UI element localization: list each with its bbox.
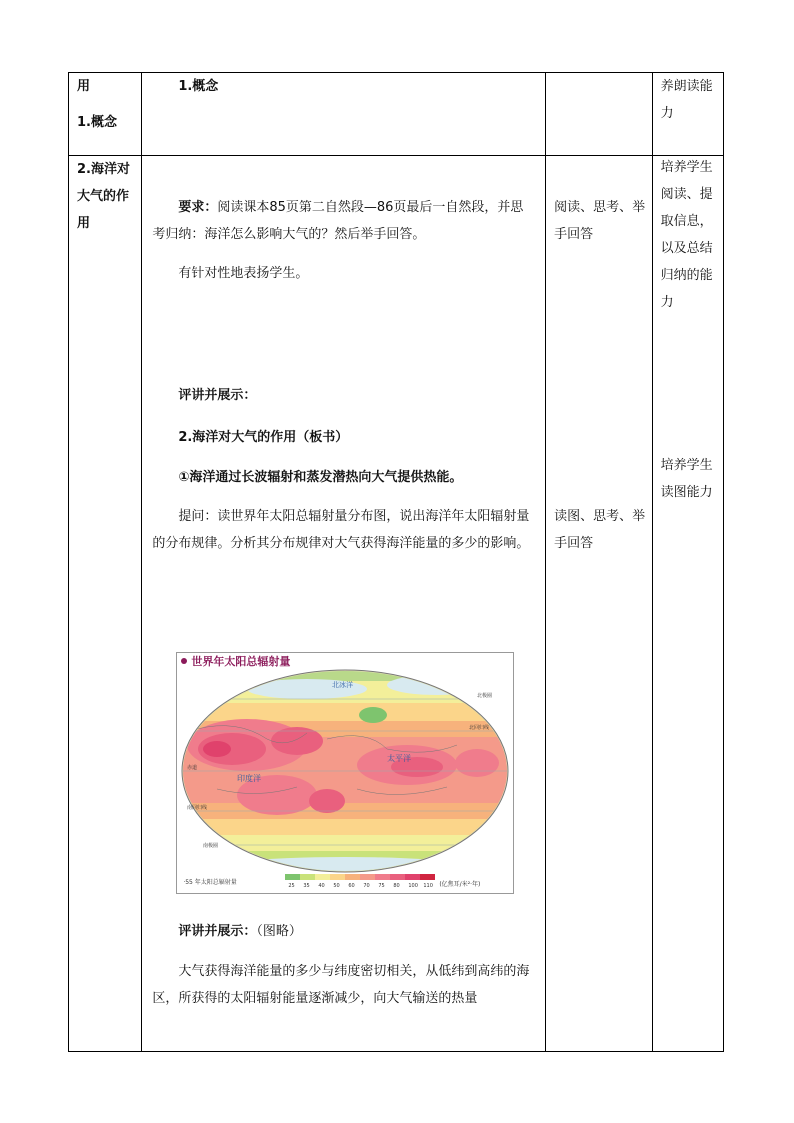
requirement-paragraph (142, 194, 544, 248)
requirement-text: 阅读课本85页第二自然段—86页最后一自然段，并思考归纳：海洋怎么影响大气的？然后举手回答。 (152, 200, 524, 242)
cell-design-intent (652, 73, 723, 156)
intent-text-2: 培养学生读图能力 (660, 458, 713, 500)
legend-swatch (360, 874, 375, 880)
map-label-arctic-circle: 北极圈 (477, 693, 493, 699)
concept-heading: 1.概念 (178, 79, 219, 94)
intent-text: 养朗读能力 (660, 79, 713, 121)
cell-stage (69, 73, 142, 156)
legend-value: 50 (333, 883, 340, 889)
legend-label: ·55 年太阳总辐射量 (183, 879, 237, 886)
legend-unit: (亿焦耳/米²·年) (439, 881, 481, 888)
table-row (69, 156, 724, 1052)
key-point: ①海洋通过长波辐射和蒸发潜热向大气提供热能。 (178, 470, 463, 485)
legend-value: 110 (423, 883, 433, 889)
cell-student-activity (546, 73, 652, 156)
map-label-arctic: 北冰洋 (332, 681, 354, 689)
legend-swatch (375, 874, 390, 880)
review-heading: 评讲并展示： (178, 388, 257, 403)
map-label-antarctic-circle: 南极圈 (203, 843, 219, 849)
map-label-equator: 赤道 (187, 765, 198, 771)
cell-student-activity (546, 156, 652, 1052)
lesson-plan-table (68, 72, 724, 1052)
cell-teacher-activity (142, 73, 546, 156)
review-paragraph (142, 918, 544, 945)
legend-value: 40 (318, 883, 325, 889)
map-title: 世界年太阳总辐射量 (191, 655, 291, 668)
board-heading: 2.海洋对大气的作用（板书） (178, 430, 349, 445)
legend-value: 100 (408, 883, 418, 889)
requirement-label: 要求： (178, 200, 218, 215)
bullet-icon (181, 658, 187, 664)
legend-swatch (405, 874, 420, 880)
legend-value: 25 (288, 883, 295, 889)
intent-text-1: 培养学生阅读、提取信息，以及总结归纳的能力 (660, 160, 713, 310)
praise-text: 有针对性地表扬学生。 (178, 266, 309, 281)
legend-swatch (390, 874, 405, 880)
student-activity-2: 读图、思考、举手回答 (554, 509, 646, 551)
map-label-tropic-capricorn: 南回归线 (187, 805, 208, 811)
student-activity-1: 阅读、思考、举手回答 (554, 200, 646, 242)
cell-stage (69, 156, 142, 1052)
map-label-indian: 印度洋 (237, 774, 262, 783)
stage-sublabel: 1.概念 (77, 115, 117, 130)
solar-radiation-map (176, 652, 514, 894)
legend-swatch (315, 874, 330, 880)
review-note: （图略） (256, 924, 302, 939)
stage-title: 2.海洋对大气的作用 (77, 162, 130, 231)
legend-swatch (420, 874, 435, 880)
map-legend (177, 873, 513, 893)
world-map-graphic (177, 669, 513, 873)
conclusion-text: 大气获得海洋能量的多少与纬度密切相关，从低纬到高纬的海区，所获得的太阳辐射能量逐渐减少，向大气输送的热量 (152, 964, 530, 1006)
question-text: 提问：读世界年太阳总辐射量分布图，说出海洋年太阳辐射量的分布规律。分析其分布规律对大气获得海洋能量的多少的影响。 (152, 509, 530, 551)
cell-design-intent (652, 156, 723, 1052)
map-label-pacific: 太平洋 (387, 754, 412, 763)
legend-swatch (330, 874, 345, 880)
legend-value: 80 (393, 883, 400, 889)
map-label-tropic-cancer: 北回归线 (469, 725, 490, 731)
stage-label: 用 (77, 79, 91, 94)
legend-swatch (345, 874, 360, 880)
legend-swatch (285, 874, 300, 880)
legend-value: 60 (348, 883, 355, 889)
review-label: 评讲并展示： (178, 924, 257, 939)
legend-value: 75 (378, 883, 385, 889)
cell-teacher-activity (142, 156, 546, 1052)
legend-swatch (300, 874, 315, 880)
legend-value: 70 (363, 883, 370, 889)
table-row (69, 73, 724, 156)
legend-value: 35 (303, 883, 310, 889)
